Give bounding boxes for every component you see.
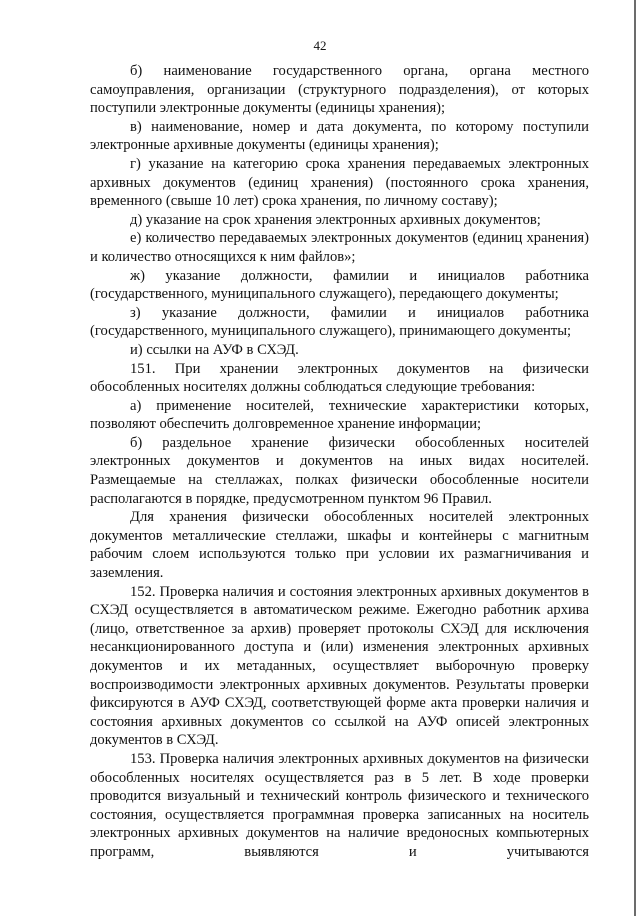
paragraph-151-b: б) раздельное хранение физически обособленных носителей электронных документов и документов на иных видах носителей. Размещаемые на стеллажах, полках физически обособленные носители располагаются в порядке, предусмотренном пунктом 96 Правил. xyxy=(90,434,589,507)
paragraph-storage: Для хранения физически обособленных носителей электронных документов металлические стеллажи, шкафы и контейнеры с магнитным рабочим слоем используются только при условии их размагничивания и заземления. xyxy=(90,509,589,582)
paragraph-7: з) указание должности, фамилии и инициалов работника (государственного, муниципального служащего), принимающего документы; xyxy=(90,304,589,340)
paragraph-1: б) наименование государственного органа, органа местного самоуправления, организации (структурного подразделения), от которых поступили электронные документы (единицы хранения); xyxy=(90,63,589,117)
paragraph-152: 152. Проверка наличия и состояния электронных архивных документов в СХЭД осуществляется в автоматическом режиме. Ежегодно работник архива (лицо, ответственное за архив) проверяет протоколы СХЭД для исключения несанкционированного доступа и (или) изменения электронных архивных документов и их метаданных, осуществляет выборочную проверку воспроизводимости электронных архивных документов. Результаты проверки фиксируются в АУФ СХЭД, соответствующей форме акта проверки наличия и состояния архивных документов со ссылкой на АУФ описей электронных документов в СХЭД. xyxy=(90,583,589,749)
paragraph-4: д) указание на срок хранения электронных архивных документов; xyxy=(130,211,541,228)
paragraph-151: 151. При хранении электронных документов на физически обособленных носителях должны соблюдаться следующие требования: xyxy=(90,360,589,396)
paragraph-6: ж) указание должности, фамилии и инициалов работника (государственного, муниципального служащего), передающего документы; xyxy=(90,267,589,303)
paragraph-8: и) ссылки на АУФ в СХЭД. xyxy=(130,341,299,358)
page-number: 42 xyxy=(313,38,327,53)
paragraph-5: е) количество передаваемых электронных документов (единиц хранения) и количество относящихся к ним файлов»; xyxy=(90,230,589,265)
document-body xyxy=(90,62,589,862)
paragraph-2: в) наименование, номер и дата документа, по которому поступили электронные архивные документы (единицы хранения); xyxy=(90,118,589,154)
paragraph-3: г) указание на категорию срока хранения передаваемых электронных архивных документов (единиц хранения) (постоянного срока хранения, временного (свыше 10 лет) срока хранения, по личному составу); xyxy=(90,155,589,210)
paragraph-153: 153. Проверка наличия электронных архивных документов на физически обособленных носителях осуществляется раз в 5 лет. В ходе проверки проводится визуальный и технический контроль физического и технического состояния, осуществляется программная проверка записанных на носитель электронных архивных документов на наличие вредоносных компьютерных программ, выявляются и учитываются xyxy=(90,750,589,860)
paragraph-151-a: а) применение носителей, технические характеристики которых, позволяют обеспечить долговременное хранение информации; xyxy=(90,397,589,433)
